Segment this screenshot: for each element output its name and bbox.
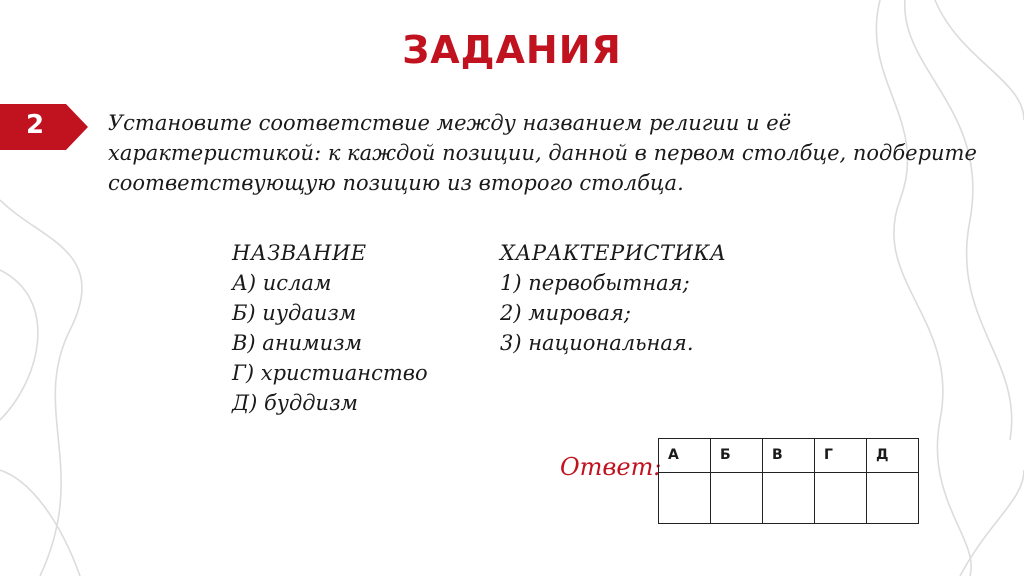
page-title: ЗАДАНИЯ bbox=[402, 28, 622, 72]
answer-cell[interactable] bbox=[815, 473, 867, 524]
characteristic-item: 1) первобытная; bbox=[500, 271, 690, 295]
answer-column-header: Д bbox=[867, 439, 919, 473]
answer-cell[interactable] bbox=[711, 473, 763, 524]
characteristic-item: 3) национальная. bbox=[500, 331, 694, 355]
task-text: Установите соответствие между названием религии и её характеристикой: к каждой позиции, данной в первом столбце, подберите соответствующую позицию из второго столбца. bbox=[108, 111, 977, 195]
name-item: Б) иудаизм bbox=[232, 301, 357, 325]
task-number-badge bbox=[0, 104, 88, 150]
answer-column-header: Г bbox=[815, 439, 867, 473]
answer-column-header: Б bbox=[711, 439, 763, 473]
answer-cell[interactable] bbox=[867, 473, 919, 524]
name-item: Д) буддизм bbox=[232, 391, 358, 415]
answer-table bbox=[658, 438, 919, 524]
name-item: В) анимизм bbox=[232, 331, 362, 355]
characteristics-column bbox=[500, 238, 726, 358]
answer-column-header: А bbox=[659, 439, 711, 473]
names-header: НАЗВАНИЕ bbox=[232, 241, 367, 265]
name-item: Г) христианство bbox=[232, 361, 428, 385]
characteristics-header: ХАРАКТЕРИСТИКА bbox=[500, 241, 727, 265]
characteristic-item: 2) мировая; bbox=[500, 301, 631, 325]
answer-cell[interactable] bbox=[763, 473, 815, 524]
answer-column-header: В bbox=[763, 439, 815, 473]
names-column bbox=[232, 238, 428, 418]
task-number: 2 bbox=[26, 110, 45, 140]
name-item: А) ислам bbox=[232, 271, 332, 295]
answer-label: Ответ: bbox=[560, 453, 662, 481]
answer-cell[interactable] bbox=[659, 473, 711, 524]
